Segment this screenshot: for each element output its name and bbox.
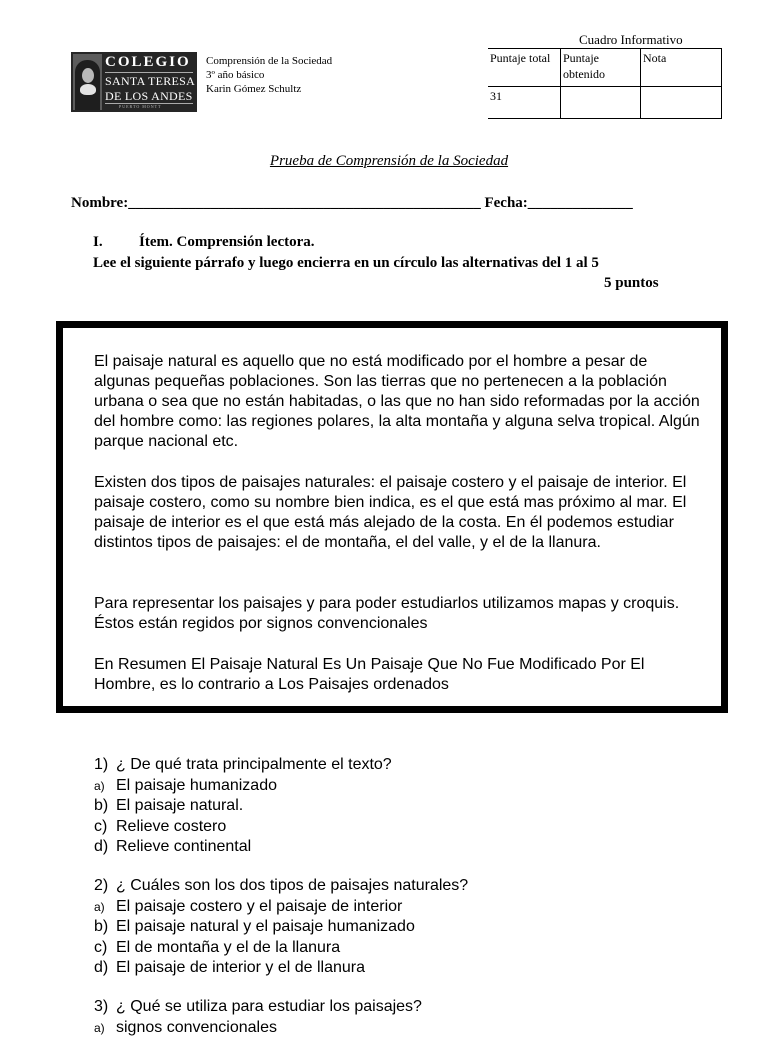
answer-option[interactable]: d) El paisaje de interior y el de llanura <box>94 958 468 979</box>
answer-option[interactable]: c) El de montaña y el de la llanura <box>94 938 468 959</box>
answer-option[interactable]: b) El paisaje natural y el paisaje humanizado <box>94 917 468 938</box>
item-number: I. <box>93 234 139 251</box>
item-instruction: Lee el siguiente párrafo y luego encierra en un círculo las alternativas del 1 al 5 <box>93 255 599 272</box>
answer-option[interactable]: a) signos convencionales <box>94 1018 422 1038</box>
logo-line-4: PUERTO MONTT <box>119 104 161 109</box>
school-logo <box>71 52 197 112</box>
logo-line-1: COLEGIO <box>105 54 191 71</box>
name-blank: _______________________________________________ <box>128 195 481 211</box>
answer-option[interactable]: b) El paisaje natural. <box>94 796 392 817</box>
logo-line-2: SANTA TERESA <box>105 74 195 89</box>
header-total-score: Puntaje total <box>488 49 561 87</box>
answer-option[interactable]: c) Relieve costero <box>94 817 392 838</box>
info-box-title: Cuadro Informativo <box>579 32 683 48</box>
value-total-score: 31 <box>488 87 561 119</box>
answer-option[interactable]: a) El paisaje humanizado <box>94 776 392 797</box>
score-table <box>488 48 722 119</box>
logo-line-3: DE LOS ANDES <box>105 89 193 104</box>
item-points: 5 puntos <box>604 275 659 292</box>
course-subject: Comprensión de la Sociedad <box>206 54 332 68</box>
header-grade: Nota <box>641 49 722 87</box>
date-blank: ______________ <box>528 195 633 211</box>
date-label: Fecha: <box>484 195 527 211</box>
reading-paragraph: Existen dos tipos de paisajes naturales: el paisaje costero y el paisaje de interior. El paisaje costero, como su nombre bien indica, es el que está mas próximo al mar. El paisaje de interior es el que está más alejado de la costa. En él podemos estudiar distintos tipos de paisajes: el de montaña, el del valle, y el de la llanura. <box>94 473 700 553</box>
answer-option[interactable]: d) Relieve continental <box>94 837 392 858</box>
header-obtained-score: Puntaje obtenido <box>561 49 641 87</box>
reading-paragraph: En Resumen El Paisaje Natural Es Un Paisaje Que No Fue Modificado Por El Hombre, es lo contrario a Los Paisajes ordenados <box>94 655 700 695</box>
name-date-line <box>71 195 633 212</box>
value-obtained-score <box>561 87 641 119</box>
answer-option[interactable]: a) El paisaje costero y el paisaje de interior <box>94 897 468 918</box>
page-title: Prueba de Comprensión de la Sociedad <box>0 153 768 170</box>
question-text: 1) ¿ De qué trata principalmente el texto? <box>94 755 392 776</box>
value-grade <box>641 87 722 119</box>
question-3 <box>94 997 422 1038</box>
course-grade: 3º año básico <box>206 68 332 82</box>
question-text: 2) ¿ Cuáles son los dos tipos de paisajes naturales? <box>94 876 468 897</box>
name-label: Nombre: <box>71 195 128 211</box>
question-1 <box>94 755 392 858</box>
teacher-name: Karin Gómez Schultz <box>206 82 332 96</box>
reading-paragraph: Para representar los paisajes y para poder estudiarlos utilizamos mapas y croquis. Éstos están regidos por signos convencionales <box>94 594 700 634</box>
item-title: Ítem. Comprensión lectora. <box>139 234 315 250</box>
question-2 <box>94 876 468 979</box>
question-number: 1) <box>94 755 116 776</box>
reading-passage-box <box>56 321 728 713</box>
saint-portrait-image <box>73 54 102 110</box>
item-heading <box>93 234 315 251</box>
question-number: 2) <box>94 876 116 897</box>
question-text: 3) ¿ Qué se utiliza para estudiar los paisajes? <box>94 997 422 1018</box>
reading-paragraph: El paisaje natural es aquello que no está modificado por el hombre a pesar de algunas pequeñas poblaciones. Son las tierras que no pertenecen a la población urbana o sea que no están habitadas, o las que no han sido reformadas por la acción del hombre como: las regiones polares, la alta montaña y alguna selva tropical. Algún parque nacional etc. <box>94 352 700 452</box>
question-number: 3) <box>94 997 116 1018</box>
school-info <box>206 54 332 96</box>
